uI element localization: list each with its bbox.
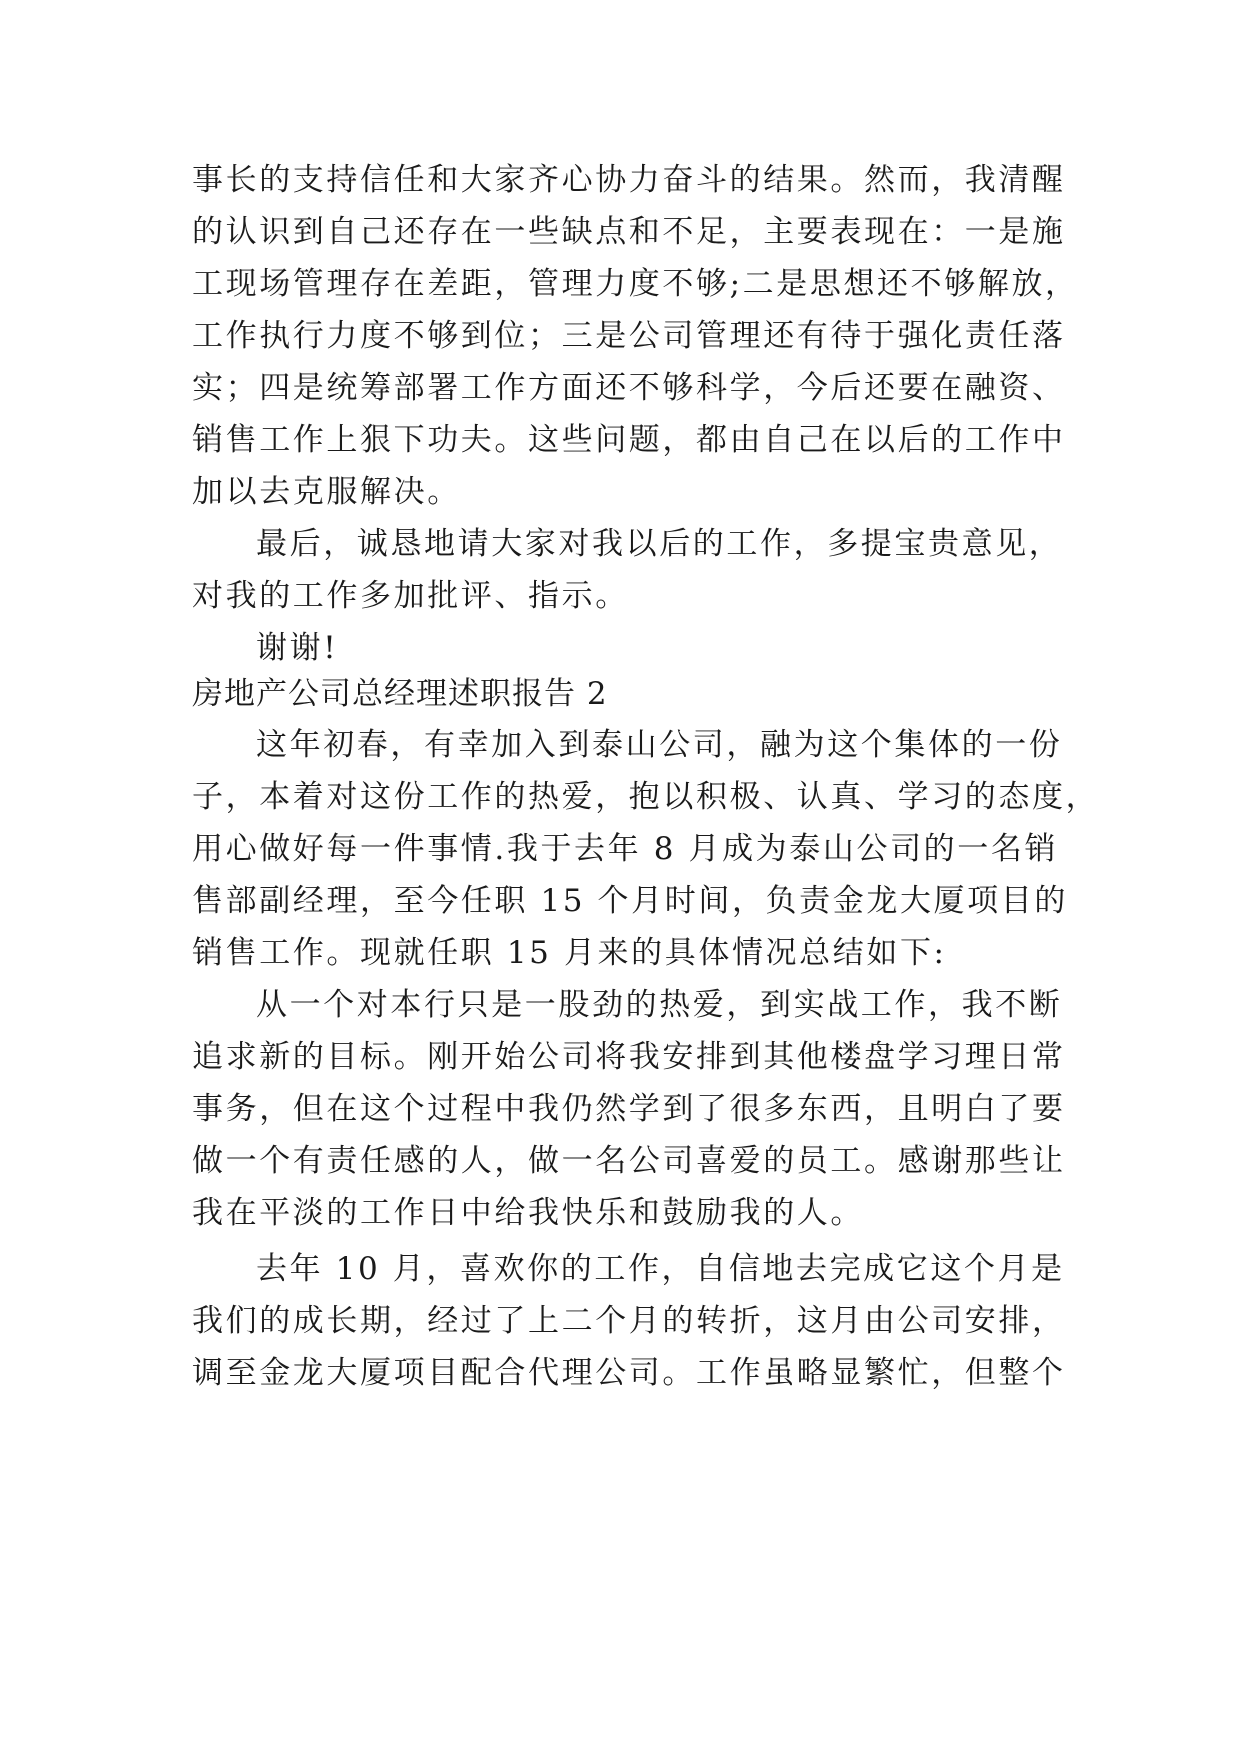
text-line: 做一个有责任感的人，做一名公司喜爱的员工。感谢那些让 [192,1143,1066,1179]
text-line: 销售工作。现就任职 15 月来的具体情况总结如下: [192,935,947,971]
section-heading: 房地产公司总经理述职报告 2 [192,676,608,712]
text-line: 销售工作上狠下功夫。这些问题，都由自己在以后的工作中 [192,422,1066,458]
text-line: 我们的成长期，经过了上二个月的转折，这月由公司安排， [192,1303,1066,1339]
text-line: 调至金龙大厦项目配合代理公司。工作虽略显繁忙，但整个 [192,1355,1066,1391]
text-line: 事长的支持信任和大家齐心协力奋斗的结果。然而，我清醒 [192,162,1066,198]
text-line: 我在平淡的工作日中给我快乐和鼓励我的人。 [192,1195,864,1231]
text-line: 用心做好每一件事情.我于去年 8 月成为泰山公司的一名销 [192,831,1059,867]
paragraph-first-line: 从一个对本行只是一股劲的热爱，到实战工作，我不断 [256,987,1063,1023]
text-line: 工作执行力度不够到位；三是公司管理还有待于强化责任落 [192,318,1066,354]
paragraph-first-line: 去年 10 月，喜欢你的工作，自信地去完成它这个月是 [256,1251,1065,1287]
text-line: 工现场管理存在差距，管理力度不够;二是思想还不够解放， [192,266,1079,302]
text-line: 子，本着对这份工作的热爱，抱以积极、认真、学习的态度， [192,779,1100,815]
text-line: 事务，但在这个过程中我仍然学到了很多东西，且明白了要 [192,1091,1066,1127]
text-line: 追求新的目标。刚开始公司将我安排到其他楼盘学习理日常 [192,1039,1066,1075]
paragraph-first-line: 这年初春，有幸加入到泰山公司，融为这个集体的一份 [256,727,1063,763]
paragraph-first-line: 最后，诚恳地请大家对我以后的工作，多提宝贵意见， [256,526,1063,562]
text-line: 对我的工作多加批评、指示。 [192,578,629,614]
text-line: 加以去克服解决。 [192,474,461,510]
text-line: 实；四是统筹部署工作方面还不够科学，今后还要在融资、 [192,370,1066,406]
closing-thanks: 谢谢! [256,630,339,666]
text-line: 售部副经理，至今任职 15 个月时间，负责金龙大厦项目的 [192,883,1068,919]
text-line: 的认识到自己还存在一些缺点和不足，主要表现在：一是施 [192,214,1066,250]
